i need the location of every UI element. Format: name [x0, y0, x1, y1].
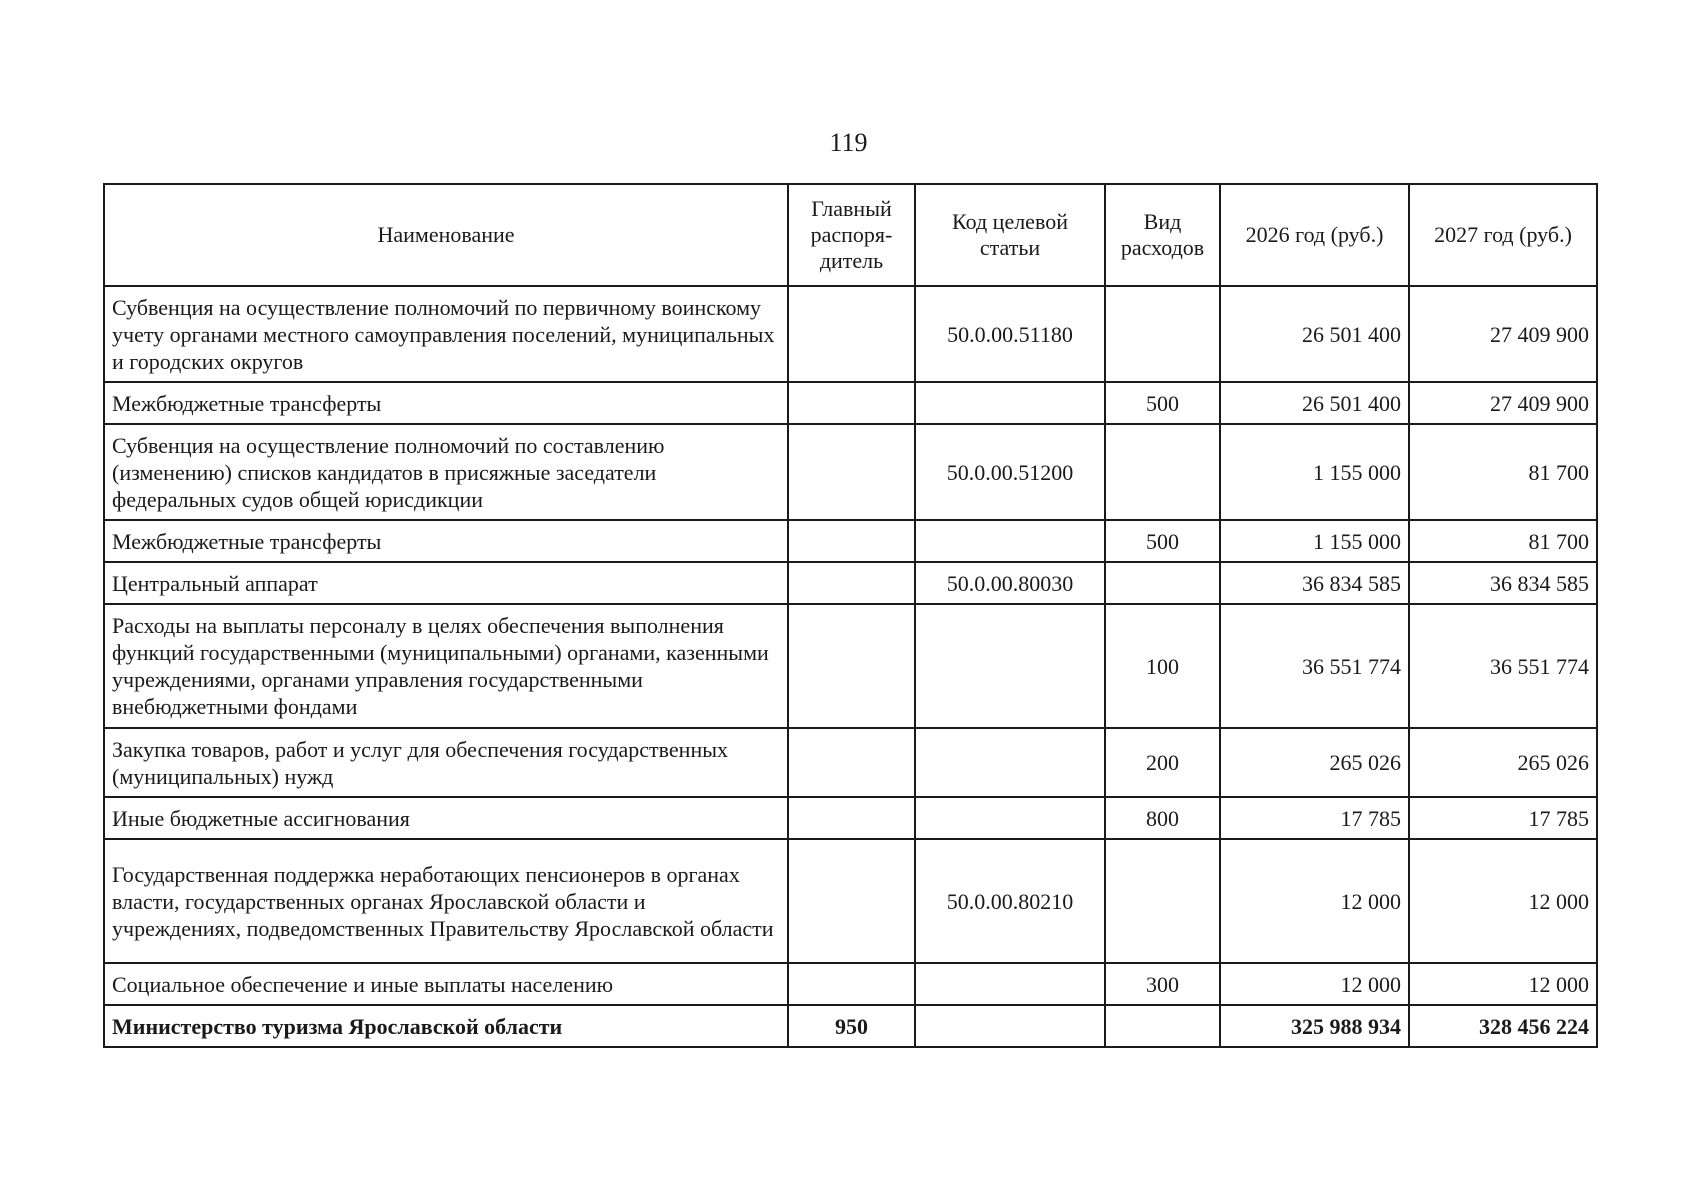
row-manager	[788, 286, 915, 382]
row-name: Расходы на выплаты персоналу в целях обеспечения выполнения функций государственными (муниципальными) органами, казенными учреждениями, органами управления государственными внебюджетными фондами	[104, 604, 788, 728]
page-number: 119	[829, 128, 868, 157]
table-row	[104, 382, 1597, 424]
row-2027: 81 700	[1409, 424, 1597, 520]
total-2026: 325 988 934	[1220, 1005, 1409, 1047]
row-manager	[788, 839, 915, 963]
row-code	[915, 797, 1105, 839]
row-2026: 26 501 400	[1220, 286, 1409, 382]
header-2026: 2026 год (руб.)	[1220, 184, 1409, 286]
row-name: Государственная поддержка неработающих пенсионеров в органах власти, государственных органах Ярославской области и учреждениях, подведомственных Правительству Ярославской области	[104, 839, 788, 963]
row-2027: 36 834 585	[1409, 562, 1597, 604]
row-kind: 100	[1105, 604, 1220, 728]
row-manager	[788, 797, 915, 839]
row-manager	[788, 963, 915, 1005]
row-name: Межбюджетные трансферты	[104, 382, 788, 424]
row-name: Межбюджетные трансферты	[104, 520, 788, 562]
row-code	[915, 728, 1105, 797]
row-kind	[1105, 839, 1220, 963]
table-row	[104, 286, 1597, 382]
row-2026: 26 501 400	[1220, 382, 1409, 424]
row-name: Субвенция на осуществление полномочий по составлению (изменению) списков кандидатов в присяжные заседатели федеральных судов общей юрисдикции	[104, 424, 788, 520]
table-row	[104, 562, 1597, 604]
row-2026: 12 000	[1220, 839, 1409, 963]
table-row	[104, 520, 1597, 562]
row-kind: 500	[1105, 520, 1220, 562]
row-name: Социальное обеспечение и иные выплаты населению	[104, 963, 788, 1005]
row-code	[915, 604, 1105, 728]
table-row	[104, 728, 1597, 797]
row-2027: 36 551 774	[1409, 604, 1597, 728]
row-name: Центральный аппарат	[104, 562, 788, 604]
row-kind: 500	[1105, 382, 1220, 424]
row-manager	[788, 604, 915, 728]
row-2026: 1 155 000	[1220, 520, 1409, 562]
header-row	[104, 184, 1597, 286]
row-manager	[788, 382, 915, 424]
table-row	[104, 604, 1597, 728]
row-code: 50.0.00.51200	[915, 424, 1105, 520]
row-2027: 27 409 900	[1409, 286, 1597, 382]
row-kind: 800	[1105, 797, 1220, 839]
row-2027: 81 700	[1409, 520, 1597, 562]
row-code	[915, 520, 1105, 562]
row-code: 50.0.00.51180	[915, 286, 1105, 382]
row-manager	[788, 520, 915, 562]
row-code: 50.0.00.80210	[915, 839, 1105, 963]
row-2027: 12 000	[1409, 839, 1597, 963]
header-2027: 2027 год (руб.)	[1409, 184, 1597, 286]
total-code	[915, 1005, 1105, 1047]
row-2026: 36 834 585	[1220, 562, 1409, 604]
row-2026: 12 000	[1220, 963, 1409, 1005]
header-kind: Вид расходов	[1105, 184, 1220, 286]
row-code	[915, 382, 1105, 424]
table-row	[104, 963, 1597, 1005]
budget-table	[103, 183, 1598, 1048]
row-manager	[788, 562, 915, 604]
row-kind: 300	[1105, 963, 1220, 1005]
row-2027: 265 026	[1409, 728, 1597, 797]
row-2026: 1 155 000	[1220, 424, 1409, 520]
total-manager: 950	[788, 1005, 915, 1047]
row-manager	[788, 424, 915, 520]
table-row	[104, 839, 1597, 963]
header-name: Наименование	[104, 184, 788, 286]
header-code: Код целевой статьи	[915, 184, 1105, 286]
total-2027: 328 456 224	[1409, 1005, 1597, 1047]
table-row	[104, 424, 1597, 520]
row-code: 50.0.00.80030	[915, 562, 1105, 604]
row-2027: 27 409 900	[1409, 382, 1597, 424]
row-2026: 265 026	[1220, 728, 1409, 797]
row-name: Иные бюджетные ассигнования	[104, 797, 788, 839]
table-row	[104, 797, 1597, 839]
row-2027: 17 785	[1409, 797, 1597, 839]
row-kind	[1105, 424, 1220, 520]
row-kind	[1105, 286, 1220, 382]
row-2027: 12 000	[1409, 963, 1597, 1005]
row-code	[915, 963, 1105, 1005]
row-2026: 36 551 774	[1220, 604, 1409, 728]
total-row	[104, 1005, 1597, 1047]
row-manager	[788, 728, 915, 797]
row-kind: 200	[1105, 728, 1220, 797]
row-name: Закупка товаров, работ и услуг для обеспечения государственных (муниципальных) нужд	[104, 728, 788, 797]
total-name: Министерство туризма Ярославской области	[104, 1005, 788, 1047]
header-manager: Главный распоря-дитель	[788, 184, 915, 286]
row-name: Субвенция на осуществление полномочий по первичному воинскому учету органами местного самоуправления поселений, муниципальных и городских округов	[104, 286, 788, 382]
row-kind	[1105, 562, 1220, 604]
total-kind	[1105, 1005, 1220, 1047]
row-2026: 17 785	[1220, 797, 1409, 839]
